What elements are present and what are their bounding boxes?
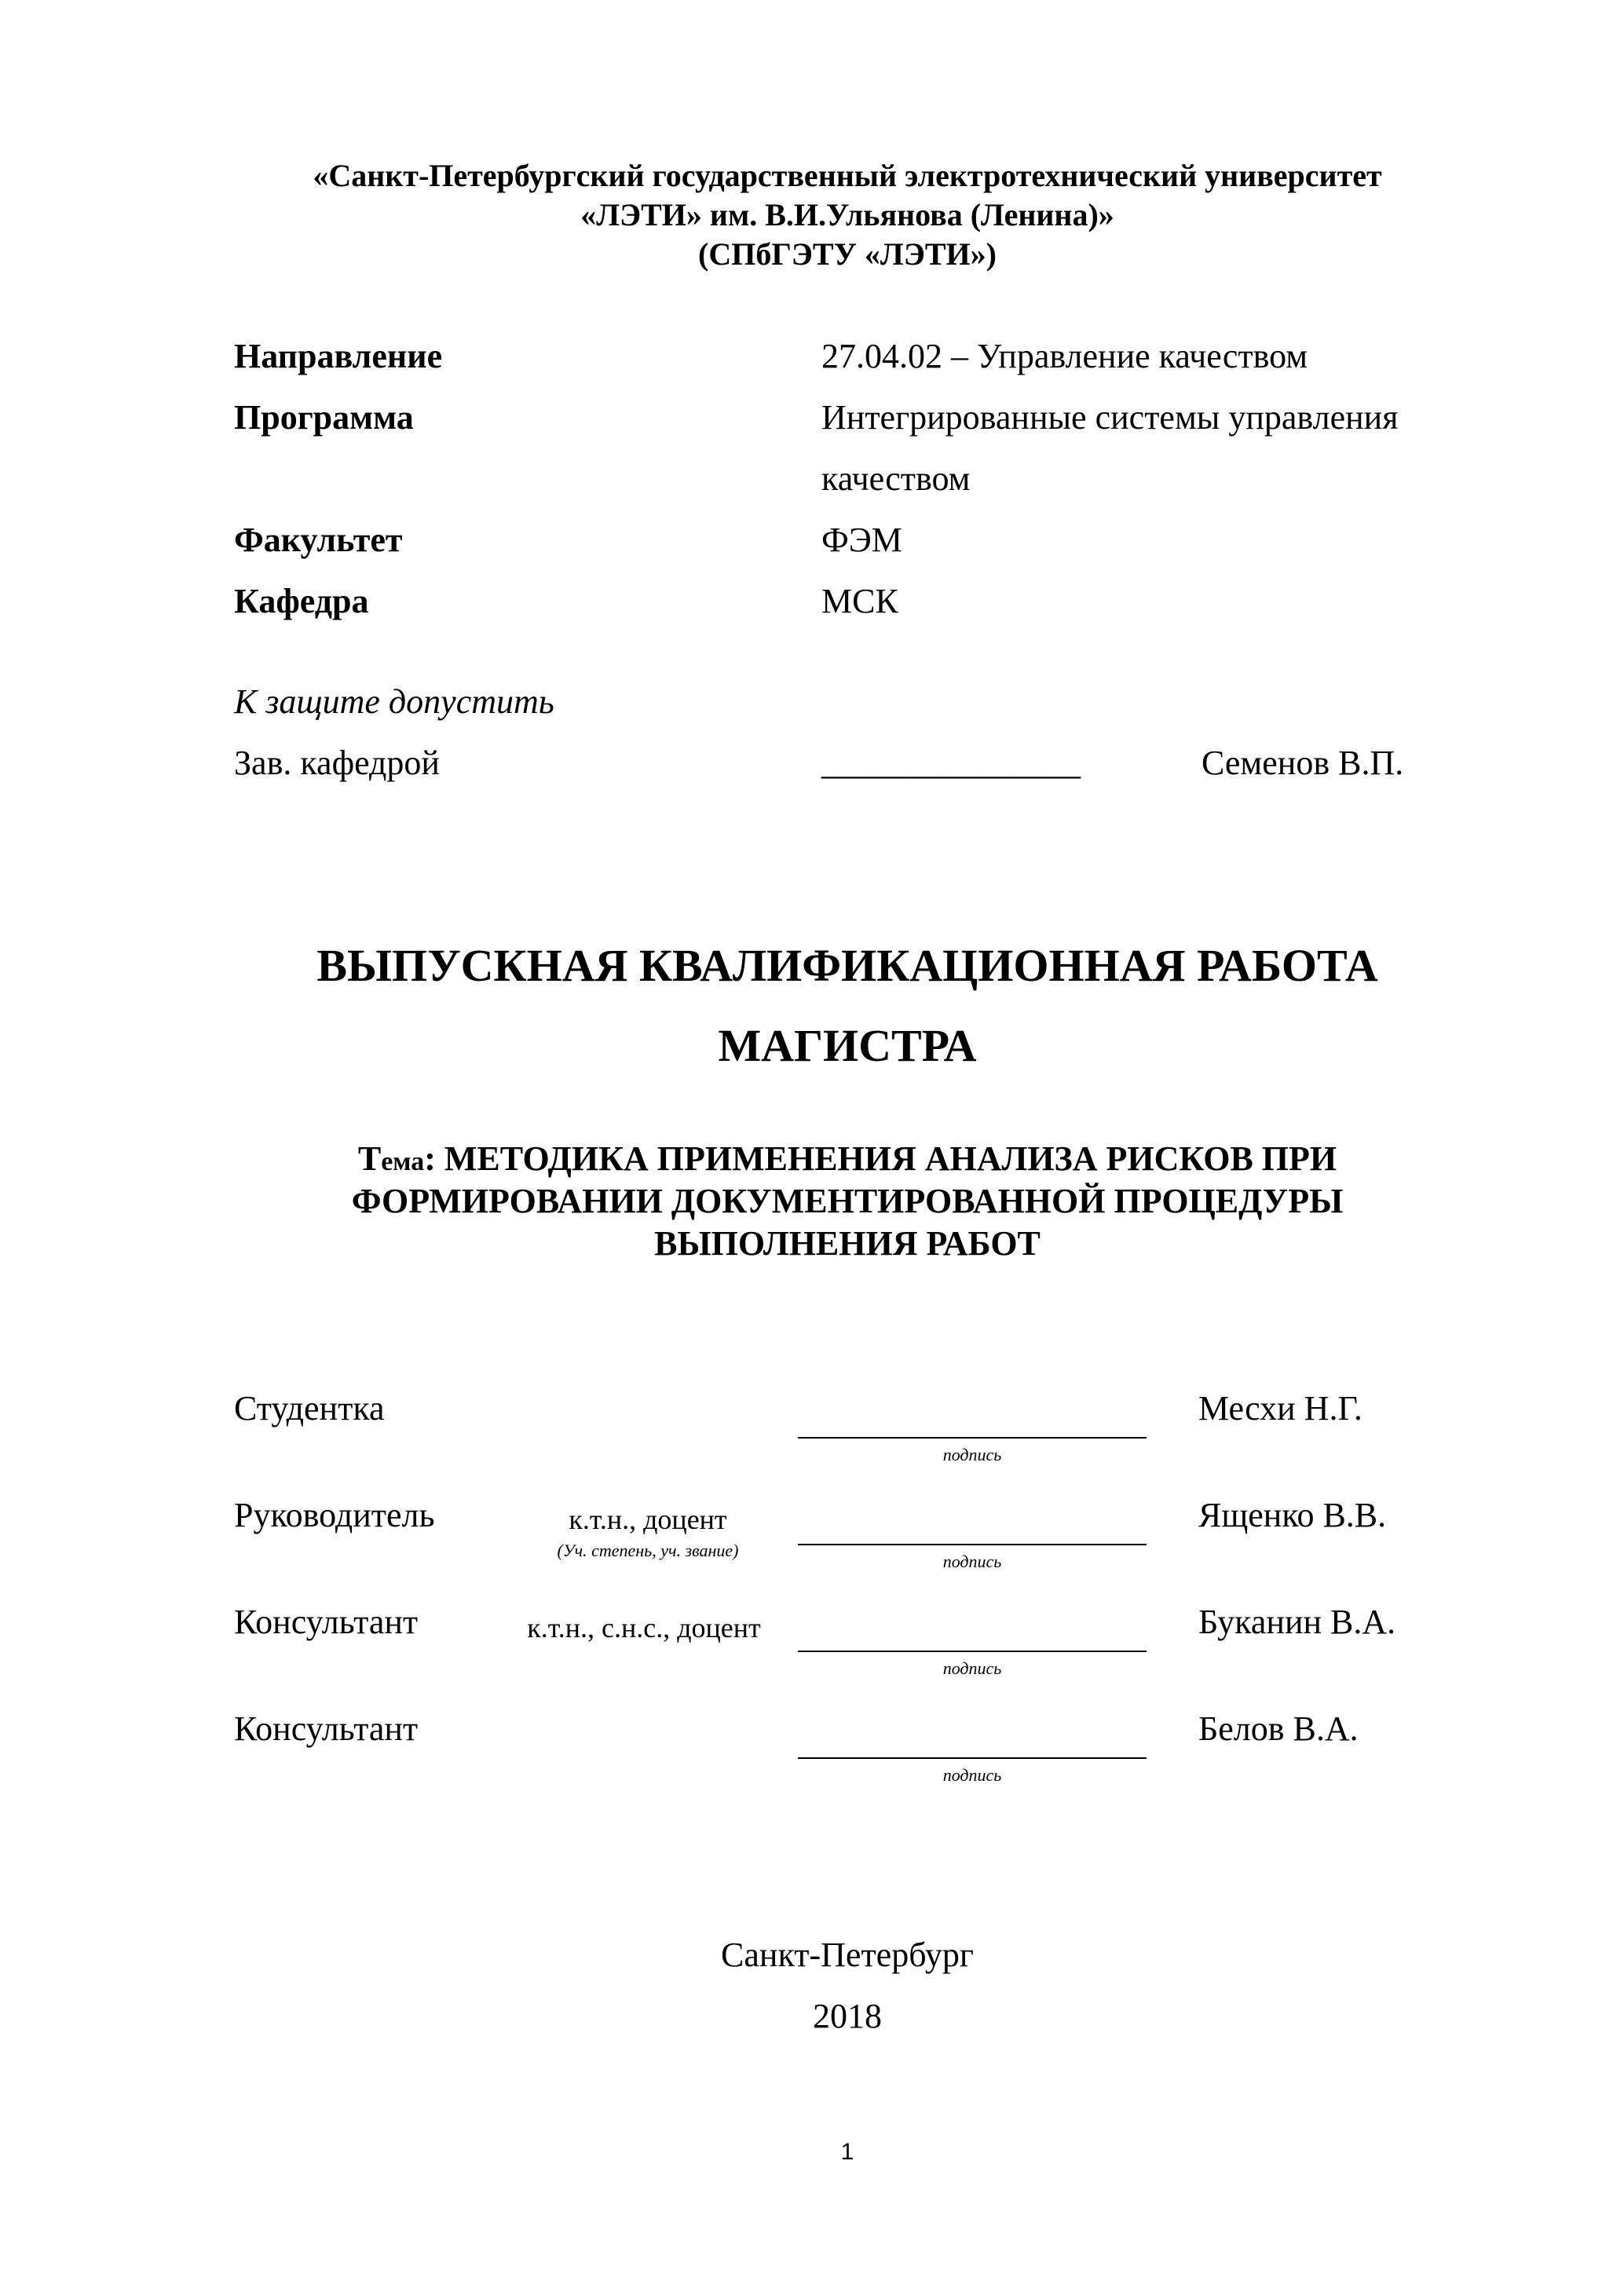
university-abbreviation: (СПбГЭТУ «ЛЭТИ») xyxy=(698,236,997,272)
signature-caption: подпись xyxy=(942,1445,1002,1464)
signature-role: Консультант xyxy=(234,1603,419,1641)
signature-line xyxy=(798,1651,1147,1652)
topic-prefix-rest: ема xyxy=(381,1147,425,1176)
signature-line xyxy=(798,1544,1147,1545)
signature-credentials: к.т.н., доцент xyxy=(569,1504,727,1535)
signature-credentials: к.т.н., с.н.с., доцент xyxy=(527,1612,761,1643)
city: Санкт-Петербург xyxy=(721,1936,974,1974)
approval-name: Семенов В.П. xyxy=(1202,744,1404,782)
university-name-line2: «ЛЭТИ» им. В.И.Ульянова (Ленина)» xyxy=(580,197,1114,232)
document-title-line1: ВЫПУСКНАЯ КВАЛИФИКАЦИОННАЯ РАБОТА xyxy=(316,940,1378,991)
department-value: МСК xyxy=(821,582,898,620)
university-name-line1: «Санкт-Петербургский государственный электротехнический университет xyxy=(313,158,1382,193)
topic-prefix-first: Т xyxy=(357,1139,382,1178)
document-title-line2: МАГИСТРА xyxy=(718,1020,977,1071)
signature-line xyxy=(798,1757,1147,1759)
approval-role: Зав. кафедрой xyxy=(234,744,440,782)
signature-role: Консультант xyxy=(234,1709,419,1748)
signature-line xyxy=(798,1437,1147,1439)
program-value-line1: Интегрированные системы управления xyxy=(821,398,1399,437)
signature-caption: подпись xyxy=(942,1658,1002,1678)
signature-credentials-caption: (Уч. степень, уч. звание) xyxy=(557,1541,739,1560)
topic-line1 xyxy=(0,1139,1624,1179)
signature-name: Месхи Н.Г. xyxy=(1198,1389,1362,1428)
direction-value: 27.04.02 – Управление качеством xyxy=(821,337,1308,375)
signature-caption: подпись xyxy=(942,1552,1002,1571)
faculty-label: Факультет xyxy=(234,521,403,559)
department-label: Кафедра xyxy=(234,582,369,620)
approval-heading: К защите допустить xyxy=(234,682,554,721)
faculty-value: ФЭМ xyxy=(821,521,902,559)
topic-prefix-colon: : xyxy=(424,1139,436,1178)
signature-name: Белов В.А. xyxy=(1198,1709,1359,1748)
signature-caption: подпись xyxy=(942,1765,1002,1785)
page-number: 1 xyxy=(840,2139,854,2165)
topic-line2: ФОРМИРОВАНИИ ДОКУМЕНТИРОВАННОЙ ПРОЦЕДУРЫ xyxy=(351,1182,1344,1220)
topic-line1-text: МЕТОДИКА ПРИМЕНЕНИЯ АНАЛИЗА РИСКОВ ПРИ xyxy=(435,1139,1337,1178)
signature-name: Буканин В.А. xyxy=(1198,1603,1396,1641)
year: 2018 xyxy=(813,1997,882,2035)
signature-role: Студентка xyxy=(234,1389,385,1428)
direction-label: Направление xyxy=(234,337,443,375)
approval-signature-line: _______________ xyxy=(821,744,1081,782)
signature-role: Руководитель xyxy=(234,1496,435,1534)
program-label: Программа xyxy=(234,398,414,437)
program-value-line2: качеством xyxy=(821,459,971,498)
signature-name: Ященко В.В. xyxy=(1198,1496,1387,1534)
topic-line3: ВЫПОЛНЕНИЯ РАБОТ xyxy=(654,1224,1041,1263)
